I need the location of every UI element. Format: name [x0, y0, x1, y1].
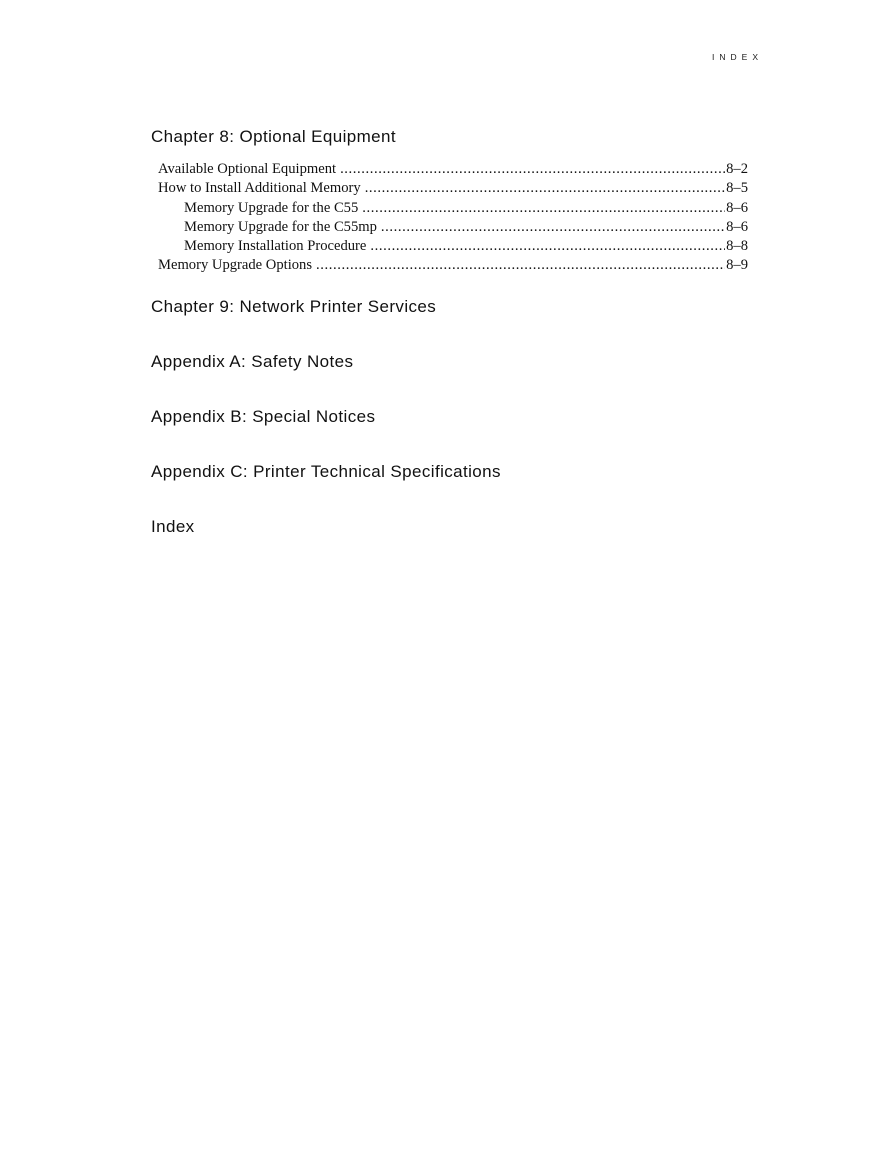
- toc-leader-dots: [340, 160, 725, 179]
- toc-entry-page: 8–8: [726, 238, 748, 255]
- chapter-9-title[interactable]: Chapter 9: Network Printer Services: [151, 297, 437, 316]
- toc-entry[interactable]: [158, 160, 748, 179]
- running-header: INDEX: [712, 52, 763, 62]
- toc-leader-dots: [362, 199, 725, 218]
- appendix-b-title[interactable]: Appendix B: Special Notices: [151, 407, 376, 426]
- toc-leader-dots: [381, 218, 725, 237]
- toc-entry[interactable]: [158, 179, 748, 198]
- toc-entry-label: How to Install Additional Memory: [158, 180, 361, 197]
- toc-entry-label: Memory Installation Procedure: [184, 238, 367, 255]
- toc-leader-dots: [316, 256, 725, 275]
- toc-entry[interactable]: [158, 256, 748, 275]
- toc-leader-dots: [365, 179, 725, 198]
- toc-subentry[interactable]: [158, 218, 748, 237]
- toc-entry-page: 8–2: [726, 161, 748, 177]
- toc-subentry[interactable]: [158, 237, 748, 256]
- toc-entry-page: 8–6: [726, 218, 748, 235]
- toc-entry-page: 8–9: [726, 257, 748, 274]
- toc-leader-dots: [370, 237, 725, 256]
- toc-subentry[interactable]: [158, 199, 748, 218]
- toc-entry-page: 8–5: [726, 180, 748, 197]
- index-title[interactable]: Index: [151, 517, 195, 536]
- appendix-c-title[interactable]: Appendix C: Printer Technical Specifications: [151, 462, 501, 481]
- toc-entry-label: Memory Upgrade for the C55: [184, 199, 359, 216]
- appendix-a-title[interactable]: Appendix A: Safety Notes: [151, 352, 354, 371]
- toc-entry-label: Available Optional Equipment: [158, 161, 337, 177]
- chapter-8-toc: [158, 160, 748, 276]
- toc-entry-label: Memory Upgrade for the C55mp: [184, 218, 377, 235]
- toc-entry-page: 8–6: [726, 199, 748, 216]
- chapter-8-title: Chapter 8: Optional Equipment: [151, 127, 397, 146]
- toc-entry-label: Memory Upgrade Options: [158, 257, 313, 274]
